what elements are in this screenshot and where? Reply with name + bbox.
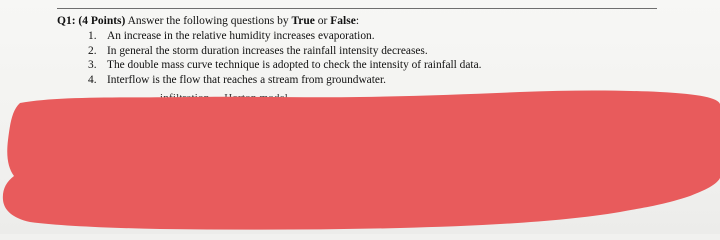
redaction-blob xyxy=(3,91,720,230)
item-text: Interflow is the flow that reaches a stream from groundwater. xyxy=(107,73,386,86)
item-number: 2. xyxy=(88,44,97,57)
question-prompt: Answer the following questions by xyxy=(127,15,289,27)
true-word: True xyxy=(291,15,315,27)
item-text: The double mass curve technique is adopted to check the intensity of rainfall data. xyxy=(107,59,482,71)
item-number: 3. xyxy=(88,59,97,71)
heading-colon: : xyxy=(355,15,360,27)
item-number: 4. xyxy=(88,73,97,86)
false-word: False xyxy=(330,15,356,27)
or-word: or xyxy=(317,15,328,27)
question-points: (4 Points) xyxy=(78,15,126,27)
item-text: In general the storm duration increases the rainfall intensity decreases. xyxy=(107,44,428,57)
item-number: 1. xyxy=(88,30,97,42)
item-text: An increase in the relative humidity increases evaporation. xyxy=(107,30,375,42)
question-number: Q1: xyxy=(57,15,76,27)
